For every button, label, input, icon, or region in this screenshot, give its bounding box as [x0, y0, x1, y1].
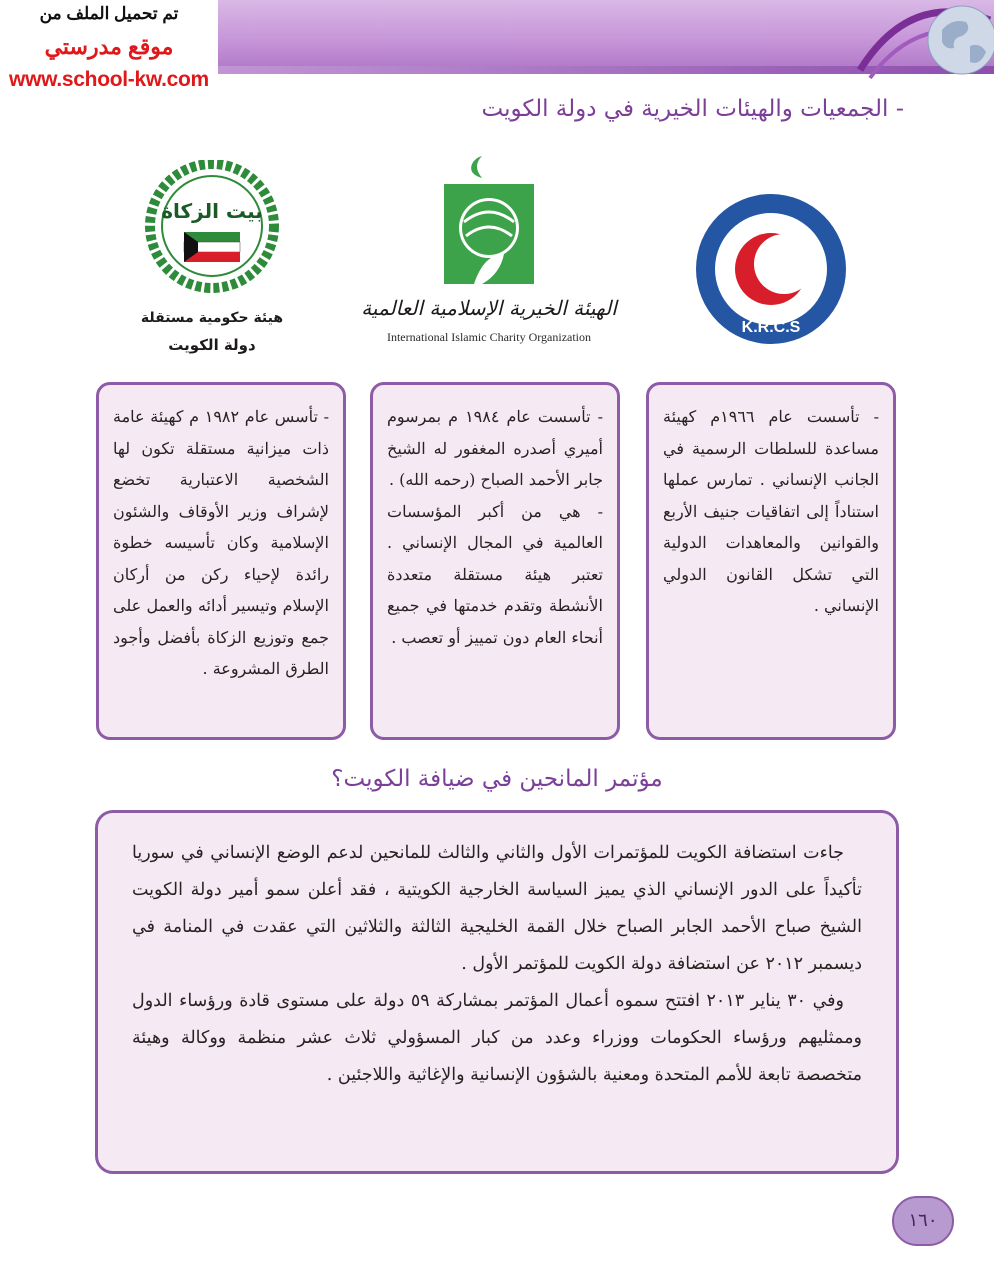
- krcs-description: - تأسست عام ١٩٦٦م كهيئة مساعدة للسلطات الرسمية في الجانب الإنساني . تمارس عملها استناداً إلى اتفاقيات جنيف الأربع والقوانين والمعاهدات الدولية التي تشكل القانون الدولي الإنساني .: [663, 407, 879, 615]
- iico-description-1: - تأسست عام ١٩٨٤ م بمرسوم أميري أصدره المغفور له الشيخ جابر الأحمد الصباح (رحمه الله) .: [387, 407, 603, 489]
- conference-box: [95, 810, 899, 1174]
- krcs-logo: [694, 192, 848, 346]
- iico-description-2: - هي من أكبر المؤسسات العالمية في المجال الإنساني . تعتبر هيئة مستقلة متعددة الأنشطة وتقدم خدمتها في جميع أنحاء العام دون تمييز أو تعصب .: [387, 501, 603, 647]
- conference-title: مؤتمر المانحين في ضيافة الكويت؟: [331, 766, 663, 792]
- page-number: ١٦٠: [892, 1196, 954, 1246]
- zakat-info-box: [96, 382, 346, 740]
- zakat-caption1: هيئة حكومية مستقلة: [140, 310, 284, 326]
- watermark-url[interactable]: www.school-kw.com: [9, 68, 209, 91]
- iico-logo: [354, 152, 624, 352]
- section-title: - الجمعيات والهيئات الخيرية في دولة الكويت: [481, 96, 904, 122]
- iico-english-name: International Islamic Charity Organization: [386, 330, 592, 344]
- iico-info-box: [370, 382, 620, 740]
- krcs-abbr: K.R.C.S: [741, 319, 801, 336]
- watermark-line2: موقع مدرستي: [44, 34, 174, 59]
- zakat-emblem-text: بيت الزكاة: [161, 199, 263, 223]
- zakat-description: - تأسس عام ١٩٨٢ م كهيئة عامة ذات ميزانية مستقلة تكون لها الشخصية الاعتبارية تخضع لإشراف وزير الأوقاف والشئون الإسلامية وكان تأسيسه خطوة رائدة لإحياء ركن من أركان الإسلام وتيسير أدائه والعمل على جمع وتوزيع الزكاة بأفضل وأجود الطرق المشروعة .: [113, 407, 329, 678]
- krcs-info-box: [646, 382, 896, 740]
- iico-arabic-name: الهيئة الخيرية الإسلامية العالمية: [361, 296, 617, 320]
- watermark-line1: تم تحميل الملف من: [39, 4, 179, 23]
- conference-paragraph-2: وفي ٣٠ يناير ٢٠١٣ افتتح سموه أعمال المؤتمر بمشاركة ٥٩ دولة على مستوى قادة ورؤساء الدول وممثليهم ورؤساء الحكومات ووزراء وعدد من كبار المسؤولي ثلاث عشر منظمة ووكالة وهيئة متخصصة تابعة للأمم المتحدة ومعنية بالشؤون الإنسانية والإغاثية واللاجئين .: [132, 991, 862, 1085]
- zakat-caption2: دولة الكويت: [168, 336, 256, 354]
- globe-icon: [850, 0, 994, 82]
- watermark: [0, 0, 218, 100]
- zakat-house-logo: [128, 160, 296, 360]
- conference-paragraph-1: جاءت استضافة الكويت للمؤتمرات الأول والثاني والثالث للمانحين لدعم الوضع الإنساني في سوريا تأكيداً على الدور الإنساني الذي يميز السياسة الخارجية الكويتية ، فقد أعلن سمو أمير دولة الكويت الشيخ صباح الأحمد الجابر الصباح خلال القمة الخليجية الثالثة والثلاثين التي عقدت في المنامة في ديسمبر ٢٠١٢ عن استضافة دولة الكويت للمؤتمر الأول .: [132, 843, 862, 974]
